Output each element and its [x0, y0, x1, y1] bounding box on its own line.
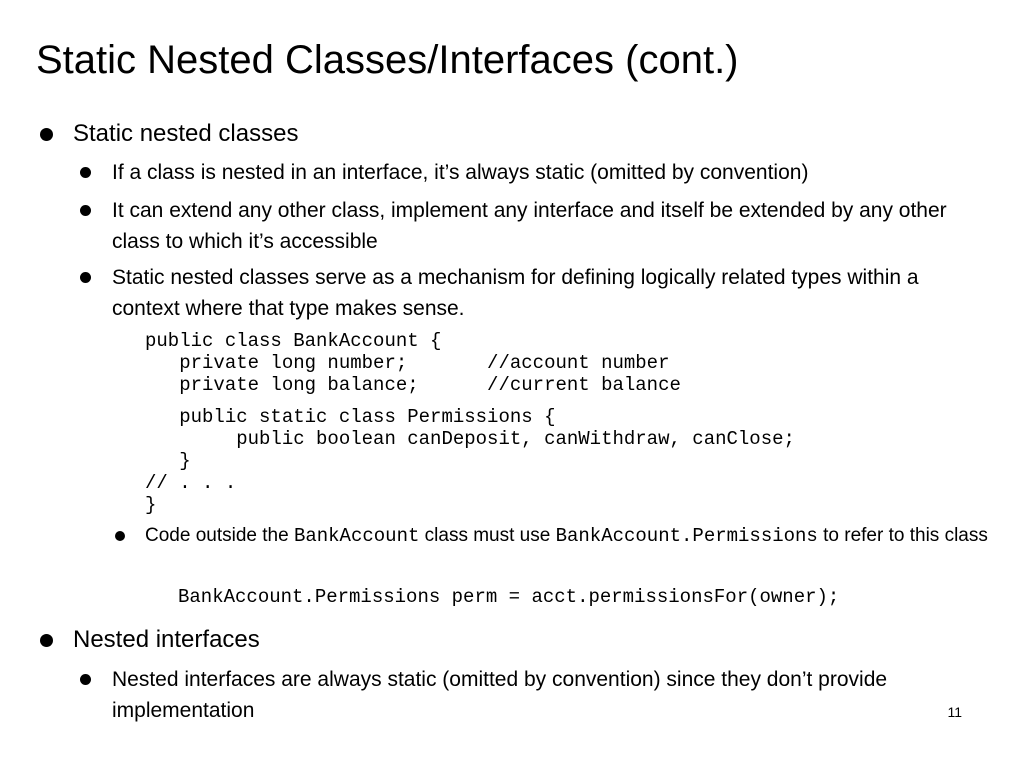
bullet-dot-icon [80, 167, 91, 178]
inline-code: BankAccount [293, 525, 420, 547]
code-line-permissions-usage: BankAccount.Permissions perm = acct.permissionsFor(owner); [178, 586, 840, 608]
bullet-dot-icon [115, 531, 125, 541]
code-line: } [145, 450, 191, 472]
bullet-dot-icon [40, 634, 53, 647]
bullet-label: Static nested classes [73, 120, 299, 147]
code-block-permissions [145, 406, 795, 516]
sub-bullet-text: Nested interfaces are always static (omitted by convention) since they don’t provide implementation [112, 668, 888, 722]
sub-bullet-text: It can extend any other class, implement any interface and itself be extended by any other class to which it’s accessible [112, 199, 947, 253]
code-block-bankaccount [145, 330, 681, 396]
code-line: } [145, 494, 157, 516]
code-line: // . . . [145, 472, 237, 494]
sub-bullet-text [145, 522, 990, 550]
sub-bullet-text: Static nested classes serve as a mechanism for defining logically related types within a context where that type makes sense. [112, 266, 919, 320]
inline-code: BankAccount.Permissions [555, 525, 818, 547]
bullet-dot-icon [80, 674, 91, 685]
text-fragment: to refer to this class [817, 525, 988, 546]
page-number: 11 [947, 704, 962, 720]
code-line: private long balance; //current balance [145, 374, 681, 396]
code-line: private long number; //account number [145, 352, 670, 374]
text-fragment: Code outside the [145, 525, 294, 546]
text-fragment: class must use [419, 525, 556, 546]
bullet-dot-icon [80, 272, 91, 283]
code-line: public boolean canDeposit, canWithdraw, canClose; [145, 428, 795, 450]
code-line: public class BankAccount { [145, 330, 442, 352]
code-line: public static class Permissions { [145, 406, 556, 428]
sub-bullet-text: If a class is nested in an interface, it’s always static (omitted by convention) [112, 161, 809, 184]
bullet-label: Nested interfaces [73, 626, 260, 653]
slide-title: Static Nested Classes/Interfaces (cont.) [36, 38, 739, 82]
bullet-dot-icon [40, 128, 53, 141]
bullet-dot-icon [80, 205, 91, 216]
